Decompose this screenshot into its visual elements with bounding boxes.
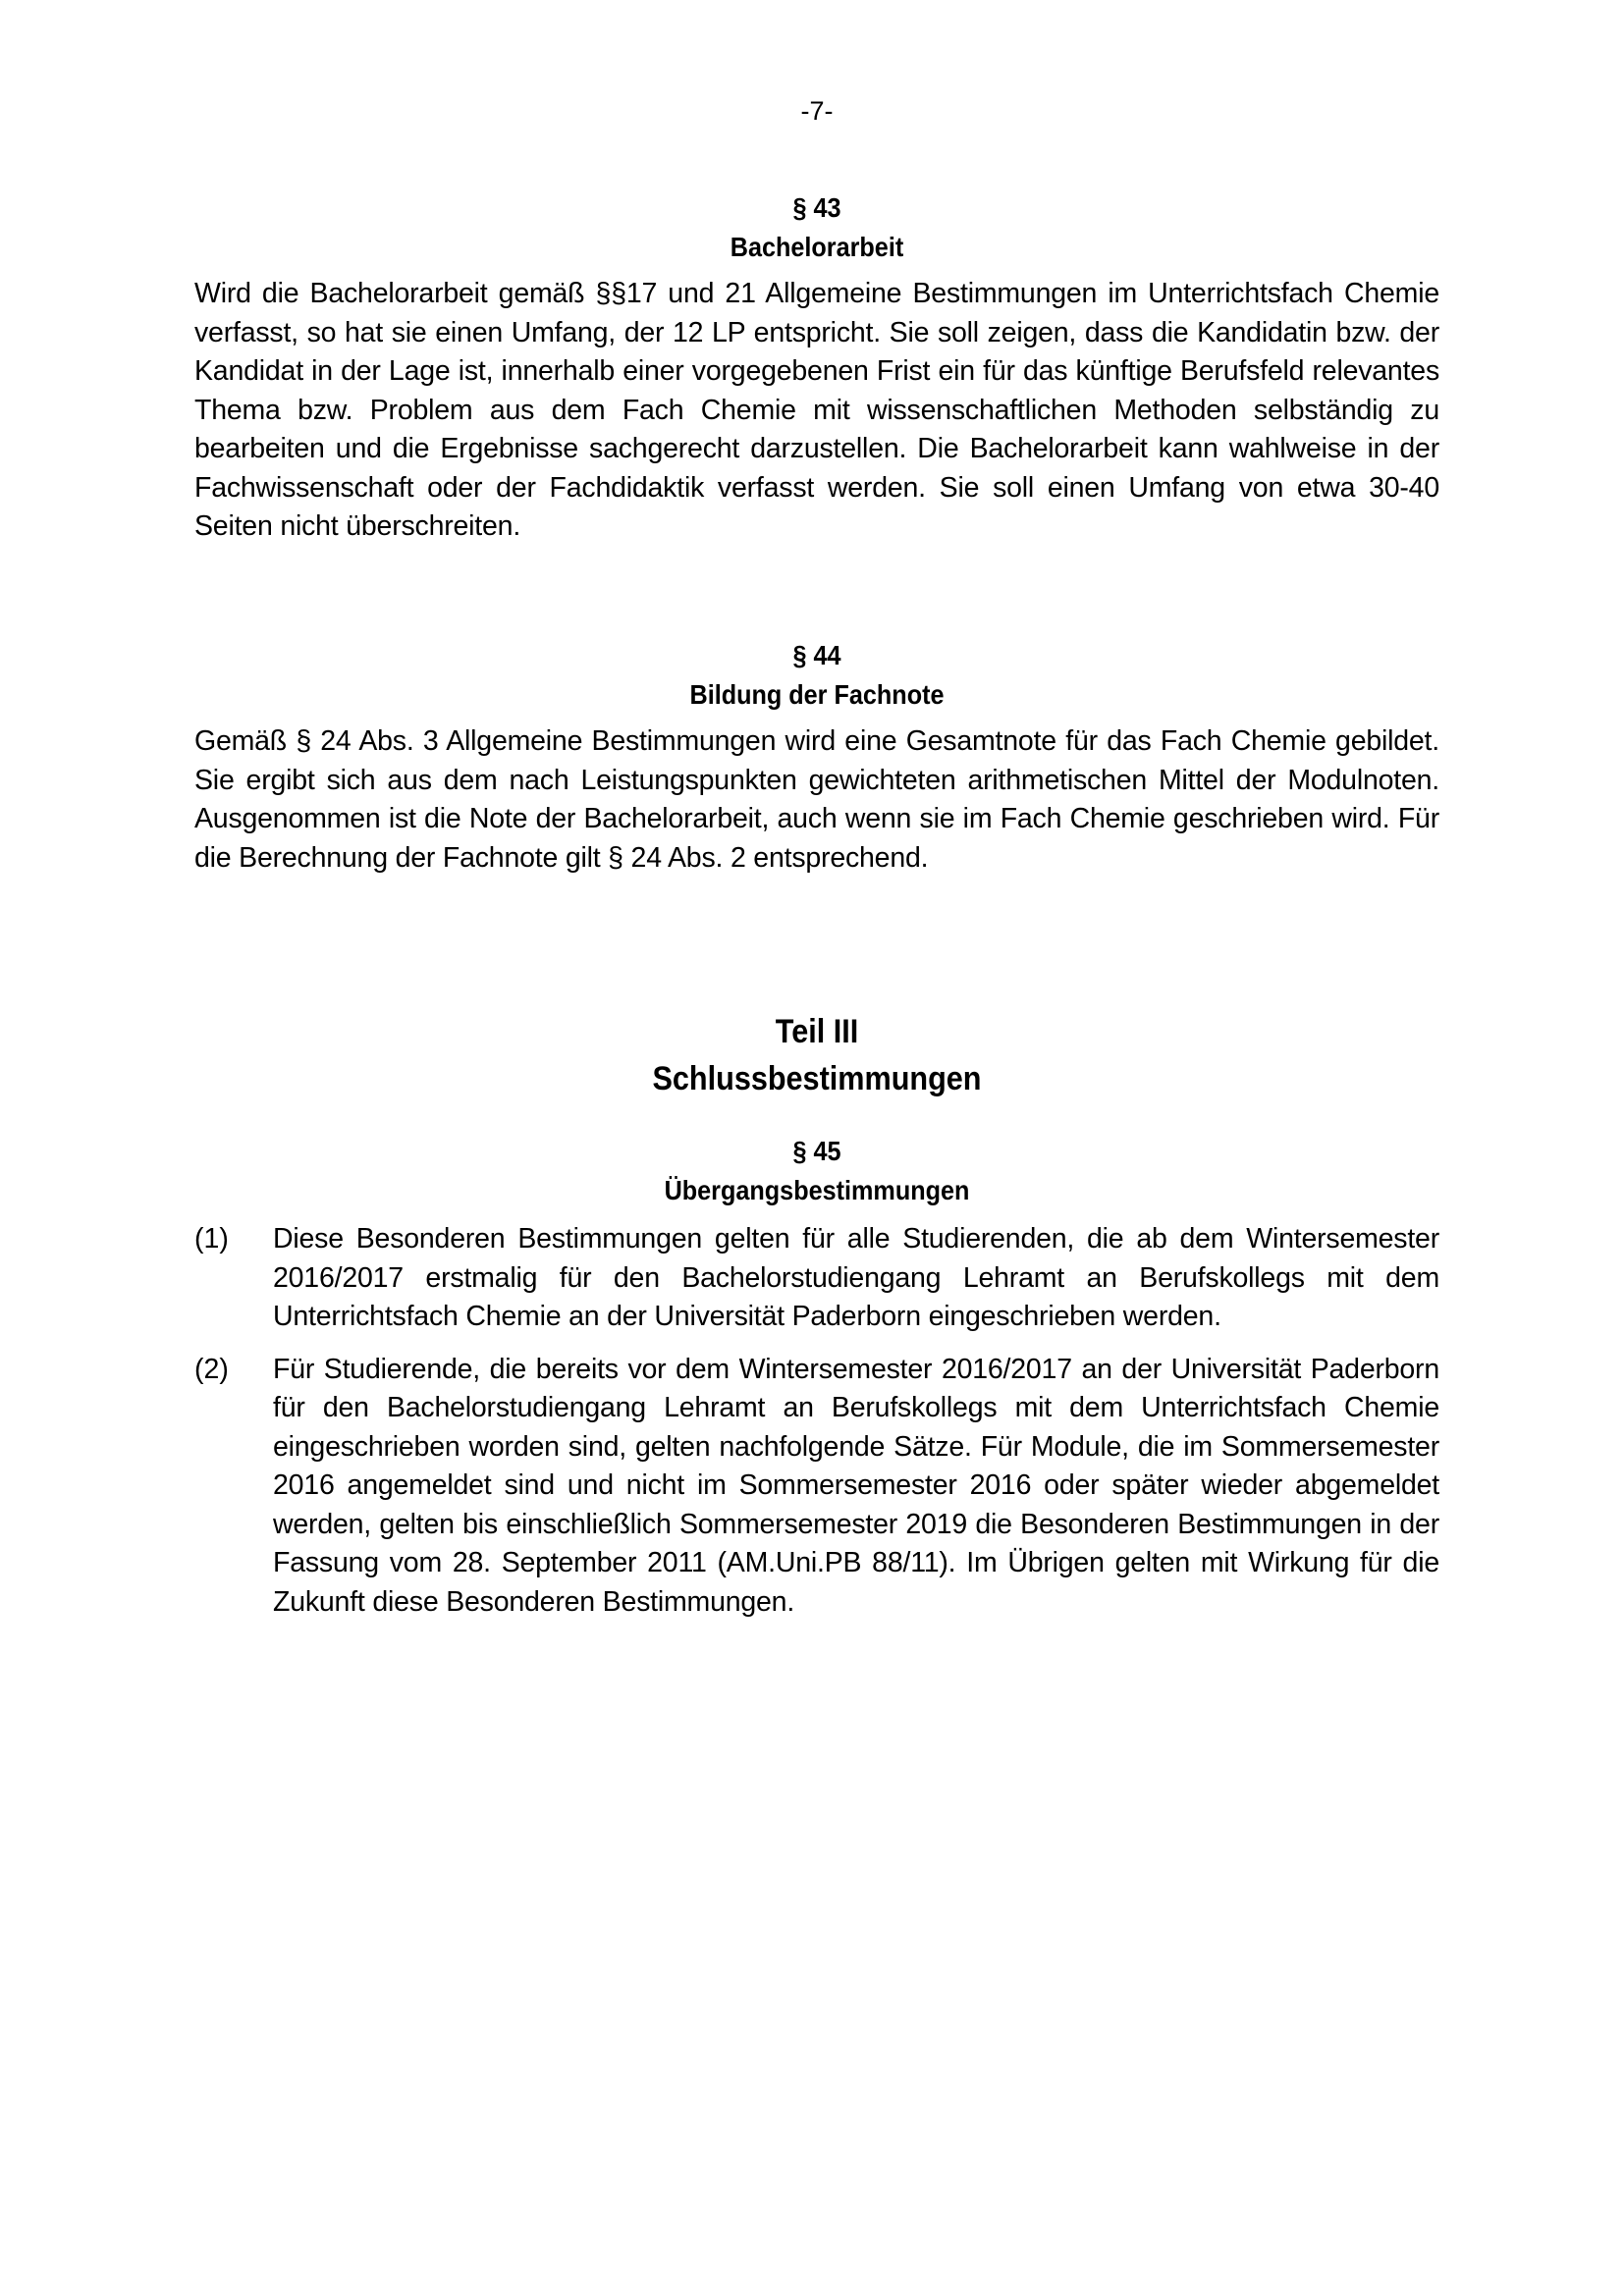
part-heading bbox=[194, 1008, 1439, 1102]
list-item bbox=[194, 1220, 1439, 1337]
section-43-number: § 43 bbox=[792, 192, 841, 223]
part-label: Teil III bbox=[775, 1013, 859, 1050]
section-43 bbox=[194, 188, 1439, 547]
list-item bbox=[194, 1351, 1439, 1623]
section-44 bbox=[194, 636, 1439, 878]
section-45 bbox=[194, 1132, 1439, 1635]
section-45-list bbox=[194, 1220, 1439, 1622]
list-item-number: (2) bbox=[194, 1353, 229, 1385]
list-item-text: Für Studierende, die bereits vor dem Wintersemester 2016/2017 an der Universität Paderborn für den Bachelorstudiengang Lehramt an Berufskollegs mit dem Unterrichtsfach Chemie eingeschrieben worden sind, gelten nachfolgende Sätze. Für Module, die im Sommersemester 2016 angemeldet sind und nicht im Sommersemester 2016 oder später wieder abgemeldet werden, gelten bis einschließlich Sommersemester 2019 die Besonderen Bestimmungen in der Fassung vom 28. September 2011 (AM.Uni.PB 88/11). Im Übrigen gelten mit Wirkung für die Zukunft diese Besonderen Bestimmungen. bbox=[273, 1353, 1439, 1618]
page-number: -7- bbox=[800, 96, 834, 126]
list-item-number: (1) bbox=[194, 1223, 229, 1255]
section-44-number: § 44 bbox=[792, 640, 841, 670]
section-45-title: Übergangsbestimmungen bbox=[664, 1175, 970, 1205]
section-43-title: Bachelorarbeit bbox=[730, 232, 904, 262]
section-43-text: Wird die Bachelorarbeit gemäß §§17 und 21 Allgemeine Bestimmungen im Unterrichtsfach Chemie verfasst, so hat sie einen Umfang, der 12 LP entspricht. Sie soll zeigen, dass die Kandidatin bzw. der Kandidat in der Lage ist, innerhalb einer vorgegebenen Frist ein für das künftige Berufsfeld relevantes Thema bzw. Problem aus dem Fach Chemie mit wissenschaftlichen Methoden selbständig zu bearbeiten und die Ergebnisse sachgerecht darzustellen. Die Bachelorarbeit kann wahlweise in der Fachwissenschaft oder der Fachdidaktik verfasst werden. Sie soll einen Umfang von etwa 30-40 Seiten nicht überschreiten. bbox=[194, 278, 1439, 542]
section-44-text: Gemäß § 24 Abs. 3 Allgemeine Bestimmungen wird eine Gesamtnote für das Fach Chemie gebildet. Sie ergibt sich aus dem nach Leistungspunkten gewichteten arithmetischen Mittel der Modulnoten. Ausgenommen ist die Note der Bachelorarbeit, auch wenn sie im Fach Chemie geschrieben wird. Für die Berechnung der Fachnote gilt § 24 Abs. 2 entsprechend. bbox=[194, 725, 1439, 874]
part-title: Schlussbestimmungen bbox=[652, 1060, 982, 1097]
section-44-title: Bildung der Fachnote bbox=[689, 679, 945, 710]
section-45-number: § 45 bbox=[792, 1136, 841, 1166]
list-item-text: Diese Besonderen Bestimmungen gelten für alle Studierenden, die ab dem Wintersemester 2016/2017 erstmalig für den Bachelorstudiengang Lehramt an Berufskollegs mit dem Unterrichtsfach Chemie an der Universität Paderborn eingeschrieben werden. bbox=[273, 1223, 1439, 1332]
